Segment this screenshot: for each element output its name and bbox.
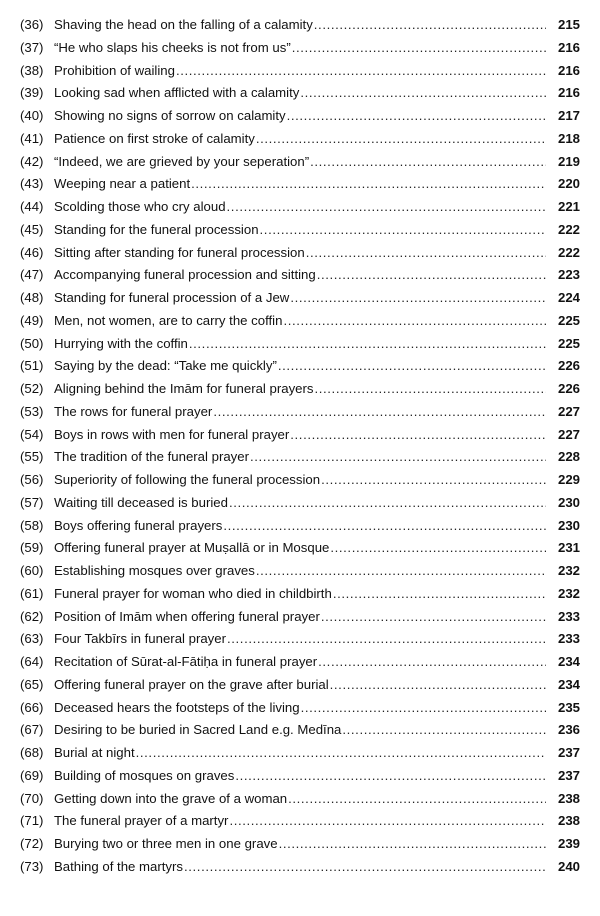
entry-title: Bathing of the martyrs — [54, 858, 184, 874]
entry-title: Prohibition of wailing — [54, 62, 175, 78]
dot-leader — [229, 810, 546, 833]
entry-page-number: 227 — [557, 426, 580, 442]
entry-title: Showing no signs of sorrow on calamity — [54, 108, 286, 123]
dot-leader — [223, 515, 546, 538]
dot-leader — [279, 833, 546, 856]
toc-entry — [20, 560, 580, 583]
entry-title: Accompanying funeral procession and sitting — [54, 267, 316, 283]
dot-leader — [256, 560, 546, 583]
entry-number: (66) — [20, 699, 44, 715]
entry-page-number: 240 — [557, 858, 580, 874]
entry-title: Funeral prayer for woman who died in childbirth — [54, 585, 332, 601]
toc-entry — [20, 14, 580, 37]
entry-title: Offering funeral prayer on the grave after burial — [54, 676, 329, 692]
entry-title: Getting down into the grave of a woman — [54, 790, 288, 806]
entry-number: (52) — [20, 381, 44, 396]
dot-leader — [290, 424, 546, 447]
toc-entry — [20, 196, 580, 219]
entry-page-number: 216 — [557, 85, 580, 101]
entry-number: (67) — [20, 722, 44, 738]
toc-entry — [20, 355, 580, 378]
entry-number: (58) — [20, 517, 44, 533]
toc-entry — [20, 82, 580, 105]
entry-number: (39) — [20, 85, 44, 101]
toc-entry — [20, 219, 580, 242]
toc-entry — [20, 628, 580, 651]
entry-title: Superiority of following the funeral procession — [54, 472, 321, 487]
entry-number: (61) — [20, 585, 44, 601]
entry-page-number: 224 — [557, 290, 580, 305]
entry-title: “Indeed, we are grieved by your seperation” — [54, 153, 310, 169]
entry-title: Four Takbīrs in funeral prayer — [54, 631, 227, 647]
toc-entry — [20, 310, 580, 333]
entry-number: (73) — [20, 858, 44, 874]
entry-number: (50) — [20, 335, 44, 351]
entry-page-number: 230 — [557, 494, 580, 510]
dot-leader — [260, 219, 546, 242]
entry-number: (59) — [20, 540, 44, 556]
entry-page-number: 222 — [557, 221, 580, 237]
entry-title: Hurrying with the coffin — [54, 335, 188, 351]
entry-title: Boys offering funeral prayers — [54, 517, 223, 533]
entry-page-number: 233 — [557, 608, 580, 624]
toc-entry — [20, 128, 580, 151]
entry-number: (42) — [20, 153, 44, 169]
dot-leader — [321, 469, 546, 492]
entry-page-number: 237 — [557, 767, 580, 783]
toc-entry — [20, 651, 580, 674]
entry-page-number: 221 — [557, 199, 580, 214]
entry-title: “He who slaps his cheeks is not from us” — [54, 39, 291, 55]
dot-leader — [333, 583, 546, 606]
entry-page-number: 233 — [557, 631, 580, 647]
dot-leader — [250, 446, 546, 469]
toc-entry — [20, 788, 580, 811]
entry-page-number: 236 — [557, 722, 580, 738]
toc-entry — [20, 515, 580, 538]
entry-number: (56) — [20, 472, 44, 487]
dot-leader — [321, 606, 546, 629]
dot-leader — [283, 310, 546, 333]
dot-leader — [306, 242, 546, 265]
toc-entry — [20, 719, 580, 742]
dot-leader — [290, 287, 546, 310]
entry-number: (45) — [20, 221, 44, 237]
dot-leader — [317, 264, 546, 287]
toc-entry — [20, 446, 580, 469]
entry-page-number: 225 — [557, 335, 580, 351]
entry-page-number: 238 — [557, 790, 580, 806]
entry-page-number: 234 — [557, 676, 580, 692]
toc-entry — [20, 742, 580, 765]
entry-number: (38) — [20, 62, 44, 78]
entry-number: (47) — [20, 267, 44, 283]
entry-title: Standing for funeral procession of a Jew — [54, 290, 290, 305]
toc-entry — [20, 606, 580, 629]
dot-leader — [288, 788, 546, 811]
dot-leader — [256, 128, 546, 151]
entry-page-number: 219 — [557, 153, 580, 169]
toc-entry — [20, 856, 580, 879]
entry-title: Aligning behind the Imām for funeral prayers — [54, 381, 314, 396]
dot-leader — [330, 674, 546, 697]
entry-title: Offering funeral prayer at Muṣallā or in Mosque — [54, 540, 330, 556]
entry-title: Establishing mosques over graves — [54, 563, 255, 578]
entry-title: The rows for funeral prayer — [54, 403, 213, 419]
toc-entry — [20, 833, 580, 856]
table-of-contents — [20, 14, 580, 879]
entry-page-number: 228 — [557, 449, 580, 465]
entry-title: Patience on first stroke of calamity — [54, 130, 255, 146]
toc-entry — [20, 537, 580, 560]
entry-number: (71) — [20, 813, 44, 829]
dot-leader — [318, 651, 546, 674]
toc-entry — [20, 765, 580, 788]
entry-page-number: 216 — [557, 39, 580, 55]
entry-number: (43) — [20, 176, 44, 192]
toc-entry — [20, 151, 580, 174]
entry-number: (41) — [20, 130, 44, 146]
dot-leader — [292, 37, 546, 60]
dot-leader — [227, 196, 546, 219]
entry-number: (44) — [20, 199, 44, 214]
dot-leader — [213, 401, 546, 424]
entry-title: Deceased hears the footsteps of the living — [54, 699, 300, 715]
entry-page-number: 222 — [557, 244, 580, 260]
entry-number: (48) — [20, 290, 44, 305]
dot-leader — [314, 14, 546, 37]
entry-page-number: 223 — [557, 267, 580, 283]
entry-title: Recitation of Sūrat-al-Fātiḥa in funeral prayer — [54, 654, 318, 669]
dot-leader — [227, 628, 546, 651]
toc-entry — [20, 60, 580, 83]
entry-number: (62) — [20, 608, 44, 624]
entry-title: Boys in rows with men for funeral prayer — [54, 426, 290, 442]
entry-number: (55) — [20, 449, 44, 465]
entry-page-number: 235 — [557, 699, 580, 715]
entry-number: (63) — [20, 631, 44, 647]
entry-number: (69) — [20, 767, 44, 783]
toc-entry — [20, 401, 580, 424]
entry-page-number: 220 — [557, 176, 580, 192]
entry-title: Weeping near a patient — [54, 176, 191, 192]
dot-leader — [301, 697, 546, 720]
entry-title: The tradition of the funeral prayer — [54, 449, 249, 465]
entry-number: (36) — [20, 17, 44, 32]
entry-title: Burying two or three men in one grave — [54, 836, 278, 851]
entry-page-number: 234 — [557, 654, 580, 669]
entry-page-number: 230 — [557, 517, 580, 533]
entry-number: (60) — [20, 563, 44, 578]
toc-entry — [20, 424, 580, 447]
toc-entry — [20, 378, 580, 401]
toc-entry — [20, 333, 580, 356]
dot-leader — [229, 492, 546, 515]
entry-title: Burial at night — [54, 745, 135, 760]
entry-page-number: 237 — [557, 745, 580, 760]
entry-number: (46) — [20, 244, 44, 260]
entry-page-number: 238 — [557, 813, 580, 829]
toc-entry — [20, 492, 580, 515]
toc-entry — [20, 583, 580, 606]
entry-title: Saying by the dead: “Take me quickly” — [54, 358, 277, 374]
entry-page-number: 218 — [557, 130, 580, 146]
dot-leader — [235, 765, 546, 788]
entry-title: Desiring to be buried in Sacred Land e.g. Medīna — [54, 722, 342, 738]
entry-number: (37) — [20, 39, 44, 55]
toc-entry — [20, 264, 580, 287]
entry-number: (65) — [20, 676, 44, 692]
entry-title: Building of mosques on graves — [54, 767, 235, 783]
dot-leader — [189, 333, 546, 356]
entry-number: (68) — [20, 745, 44, 760]
entry-page-number: 232 — [557, 585, 580, 601]
entry-number: (49) — [20, 312, 44, 328]
entry-number: (53) — [20, 403, 44, 419]
dot-leader — [300, 82, 546, 105]
dot-leader — [315, 378, 547, 401]
entry-page-number: 216 — [557, 62, 580, 78]
entry-page-number: 227 — [557, 403, 580, 419]
dot-leader — [287, 105, 546, 128]
entry-number: (72) — [20, 836, 44, 851]
toc-entry — [20, 173, 580, 196]
entry-title: Looking sad when afflicted with a calamity — [54, 85, 300, 101]
entry-number: (51) — [20, 358, 44, 374]
toc-entry — [20, 469, 580, 492]
entry-page-number: 225 — [557, 312, 580, 328]
entry-page-number: 232 — [557, 563, 580, 578]
entry-page-number: 229 — [557, 472, 580, 487]
dot-leader — [330, 537, 546, 560]
dot-leader — [278, 355, 546, 378]
entry-number: (40) — [20, 108, 44, 123]
entry-title: Shaving the head on the falling of a calamity — [54, 17, 313, 32]
entry-title: Sitting after standing for funeral procession — [54, 244, 305, 260]
entry-page-number: 239 — [557, 836, 580, 851]
entry-title: Scolding those who cry aloud — [54, 199, 226, 214]
dot-leader — [342, 719, 546, 742]
entry-page-number: 215 — [557, 17, 580, 32]
entry-number: (57) — [20, 494, 44, 510]
dot-leader — [176, 60, 546, 83]
dot-leader — [310, 151, 546, 174]
entry-page-number: 226 — [557, 381, 580, 396]
toc-entry — [20, 242, 580, 265]
dot-leader — [191, 173, 546, 196]
toc-entry — [20, 37, 580, 60]
toc-entry — [20, 810, 580, 833]
entry-number: (54) — [20, 426, 44, 442]
entry-page-number: 217 — [557, 108, 580, 123]
entry-number: (70) — [20, 790, 44, 806]
toc-entry — [20, 674, 580, 697]
toc-entry — [20, 105, 580, 128]
entry-page-number: 226 — [557, 358, 580, 374]
dot-leader — [184, 856, 546, 879]
toc-entry — [20, 697, 580, 720]
entry-page-number: 231 — [557, 540, 580, 556]
entry-title: Standing for the funeral procession — [54, 221, 259, 237]
entry-title: Position of Imām when offering funeral prayer — [54, 608, 320, 624]
entry-title: Waiting till deceased is buried — [54, 494, 228, 510]
toc-entry — [20, 287, 580, 310]
entry-title: The funeral prayer of a martyr — [54, 813, 229, 829]
entry-number: (64) — [20, 654, 44, 669]
dot-leader — [136, 742, 546, 765]
entry-title: Men, not women, are to carry the coffin — [54, 312, 283, 328]
